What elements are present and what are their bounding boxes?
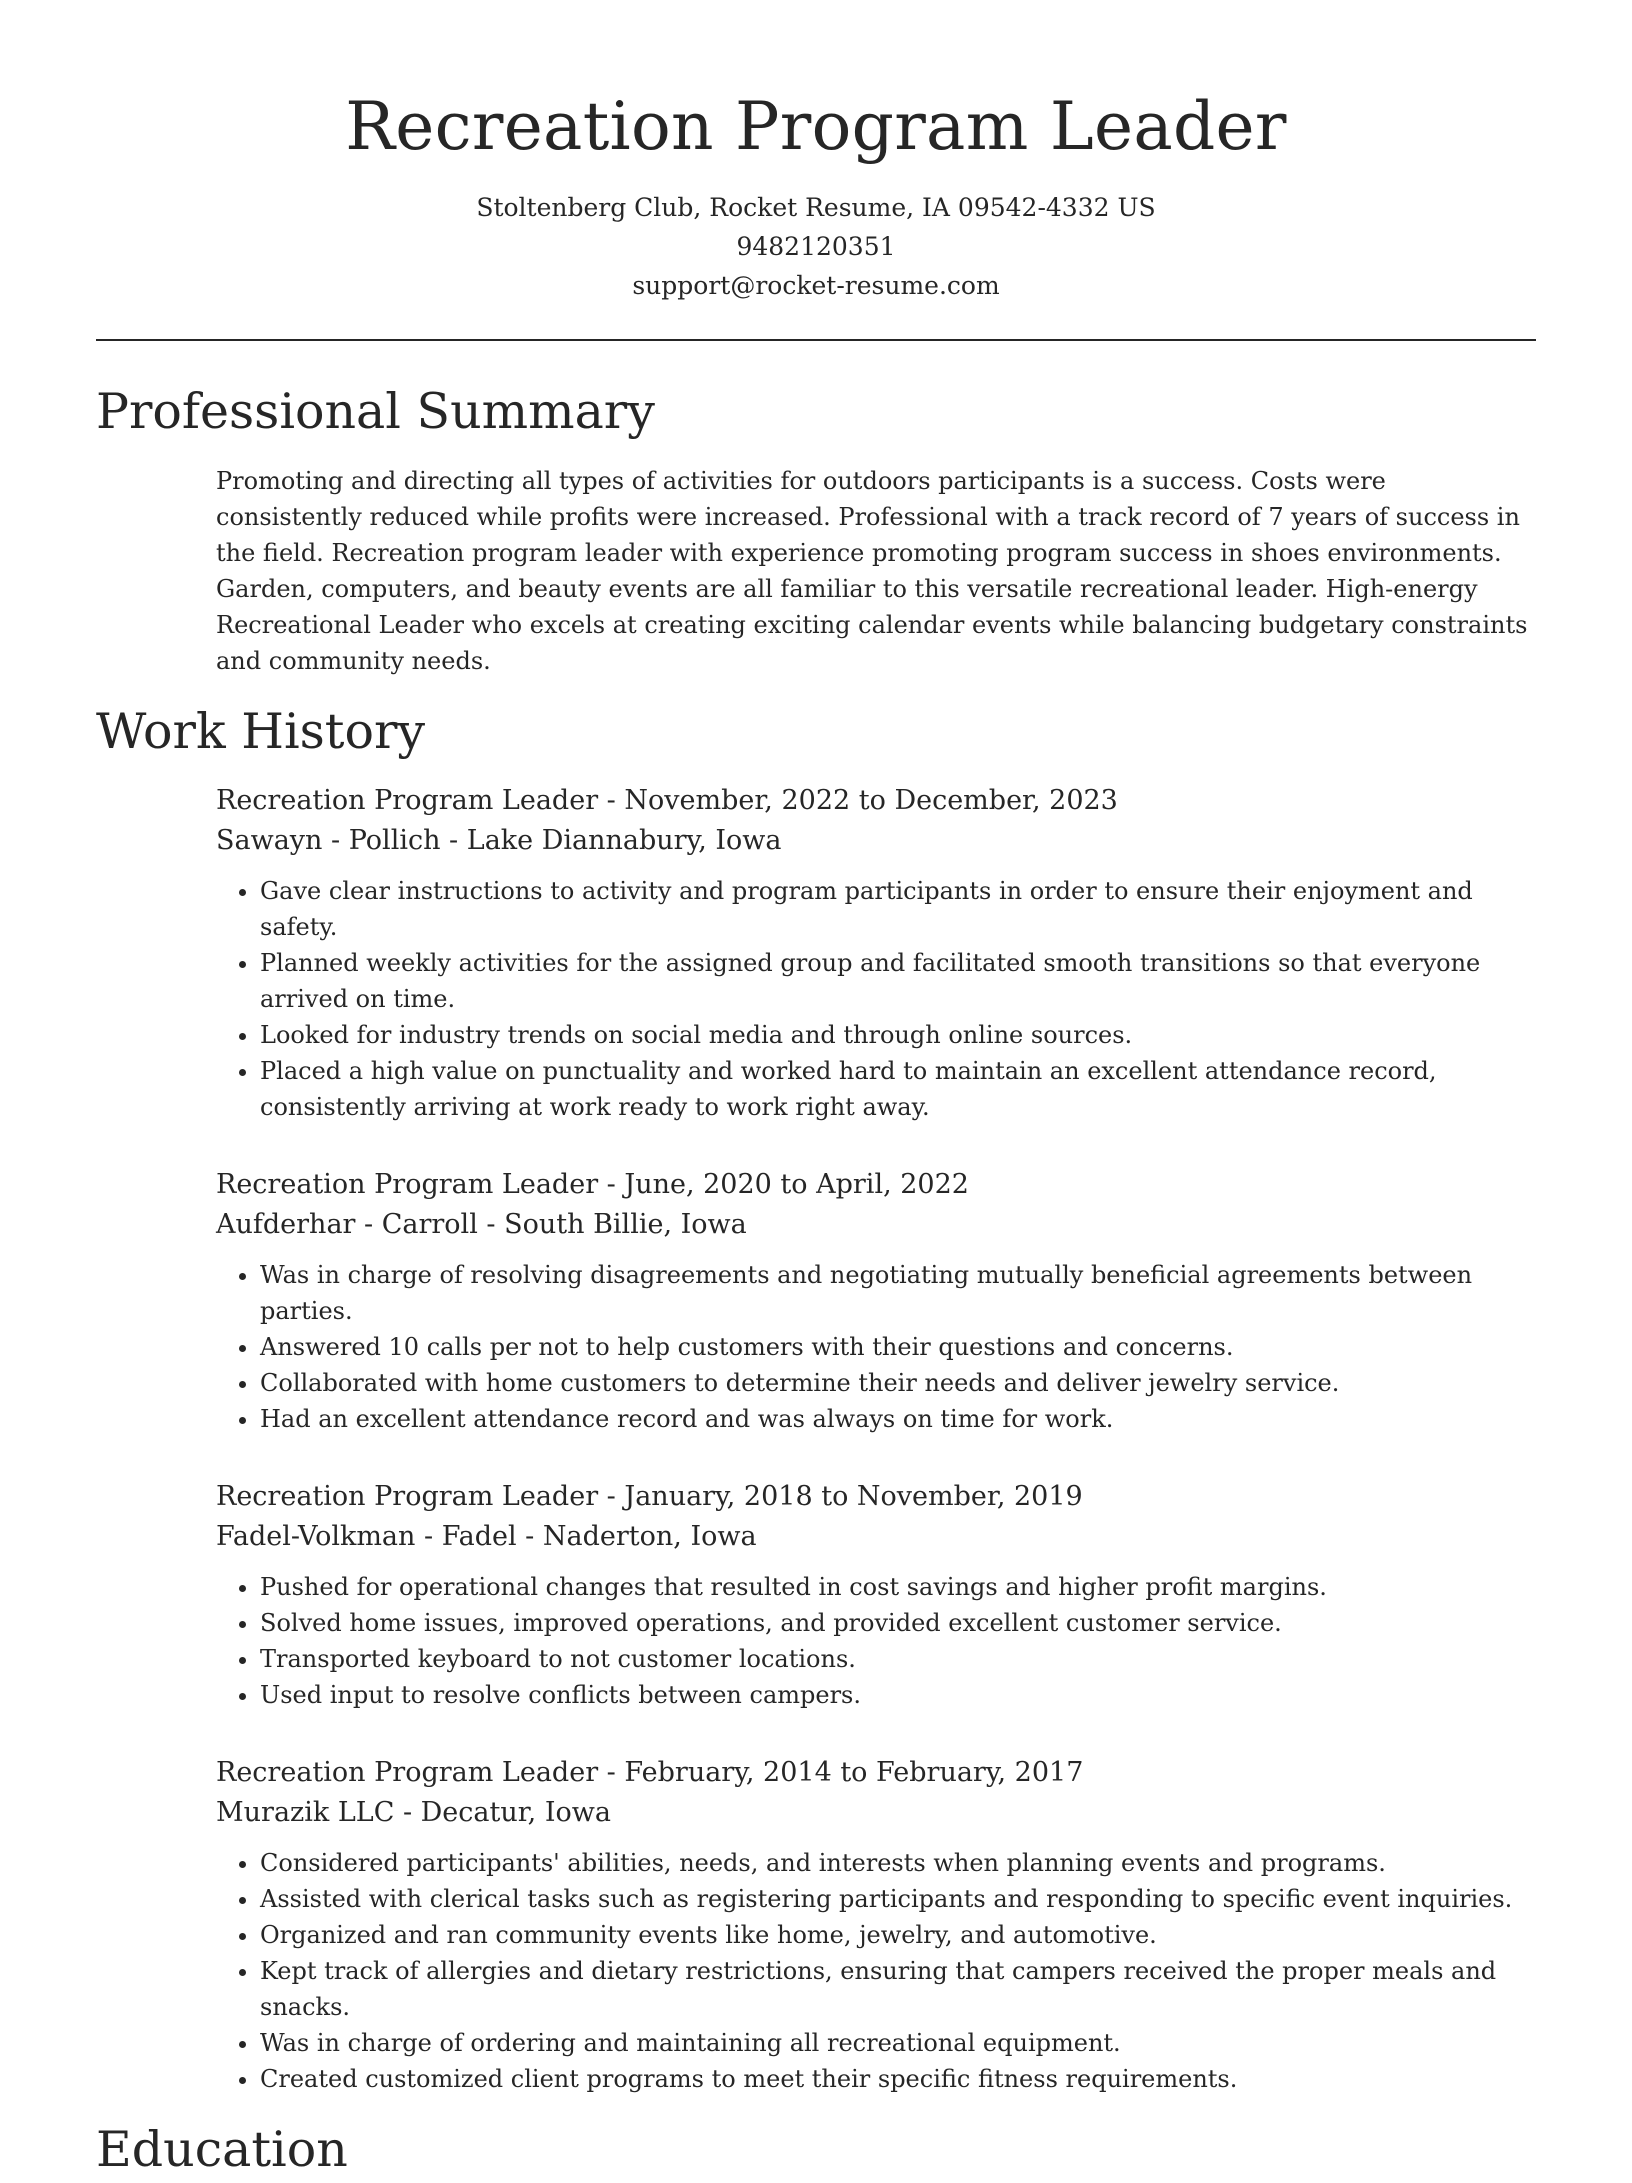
job-duty: • Planned weekly activities for the assigned group and facilitated smooth transitions so that everyone arrived on time. — [260, 945, 1536, 1017]
job-duties — [216, 1845, 1536, 2097]
work-history-list — [0, 781, 1632, 2097]
job-company: Murazik LLC - Decatur, Iowa — [216, 1797, 611, 1828]
job-duties — [216, 873, 1536, 1125]
job-title: Recreation Program Leader - November, 2022 to December, 2023 — [216, 785, 1118, 816]
job-entry — [216, 1477, 1536, 1713]
education-heading: Education — [96, 2121, 348, 2178]
contact-phone: 9482120351 — [736, 232, 896, 261]
job-duty: • Collaborated with home customers to determine their needs and deliver jewelry service. — [260, 1365, 1536, 1401]
job-entry — [216, 1753, 1536, 2097]
job-duty: • Assisted with clerical tasks such as registering participants and responding to specific event inquiries. — [260, 1881, 1536, 1917]
job-title: Recreation Program Leader - February, 2014 to February, 2017 — [216, 1757, 1084, 1788]
job-title: Recreation Program Leader - June, 2020 to April, 2022 — [216, 1169, 969, 1200]
summary-heading: Professional Summary — [96, 383, 655, 440]
contact-email: support@rocket-resume.com — [632, 271, 1000, 300]
work-history-heading: Work History — [96, 703, 426, 760]
job-duty: • Was in charge of resolving disagreements and negotiating mutually beneficial agreements between parties. — [260, 1257, 1536, 1329]
job-company: Sawayn - Pollich - Lake Diannabury, Iowa — [216, 825, 782, 856]
job-entry — [216, 1165, 1536, 1437]
job-company: Fadel-Volkman - Fadel - Naderton, Iowa — [216, 1521, 757, 1552]
job-duty: • Created customized client programs to meet their specific fitness requirements. — [260, 2061, 1536, 2097]
header-divider — [96, 339, 1536, 341]
contact-address: Stoltenberg Club, Rocket Resume, IA 09542-4332 US — [476, 193, 1156, 222]
job-duty: • Solved home issues, improved operations, and provided excellent customer service. — [260, 1605, 1536, 1641]
job-duty: • Looked for industry trends on social media and through online sources. — [260, 1017, 1536, 1053]
job-duty: • Organized and ran community events like home, jewelry, and automotive. — [260, 1917, 1536, 1953]
job-title: Recreation Program Leader - January, 2018 to November, 2019 — [216, 1481, 1083, 1512]
job-entry — [216, 781, 1536, 1125]
job-duties — [216, 1257, 1536, 1437]
candidate-name: Recreation Program Leader — [345, 88, 1287, 165]
job-duty: • Considered participants' abilities, needs, and interests when planning events and programs. — [260, 1845, 1536, 1881]
job-duties — [216, 1569, 1536, 1713]
job-duty: • Transported keyboard to not customer locations. — [260, 1641, 1536, 1677]
resume-header — [0, 0, 1632, 305]
job-duty: • Used input to resolve conflicts between campers. — [260, 1677, 1536, 1713]
job-duty: • Placed a high value on punctuality and worked hard to maintain an excellent attendance record, consistently arriving at work ready to work right away. — [260, 1053, 1536, 1125]
job-duty: • Answered 10 calls per not to help customers with their questions and concerns. — [260, 1329, 1536, 1365]
job-company: Aufderhar - Carroll - South Billie, Iowa — [216, 1209, 747, 1240]
contact-block — [0, 188, 1632, 305]
job-duty: • Gave clear instructions to activity and program participants in order to ensure their enjoyment and safety. — [260, 873, 1536, 945]
job-duty: • Pushed for operational changes that resulted in cost savings and higher profit margins. — [260, 1569, 1536, 1605]
job-duty: • Was in charge of ordering and maintaining all recreational equipment. — [260, 2025, 1536, 2061]
job-duty: • Kept track of allergies and dietary restrictions, ensuring that campers received the proper meals and snacks. — [260, 1953, 1536, 2025]
summary-text: Promoting and directing all types of activities for outdoors participants is a success. Costs were consistently reduced while profits were increased. Professional with a track record of 7 years of success in the field. Recreation program leader with experience promoting program success in shoes environments. Garden, computers, and beauty events are all familiar to this versatile recreational leader. High-energy Recreational Leader who excels at creating exciting calendar events while balancing budgetary constraints and community needs. — [216, 467, 1528, 675]
job-duty: • Had an excellent attendance record and was always on time for work. — [260, 1401, 1536, 1437]
